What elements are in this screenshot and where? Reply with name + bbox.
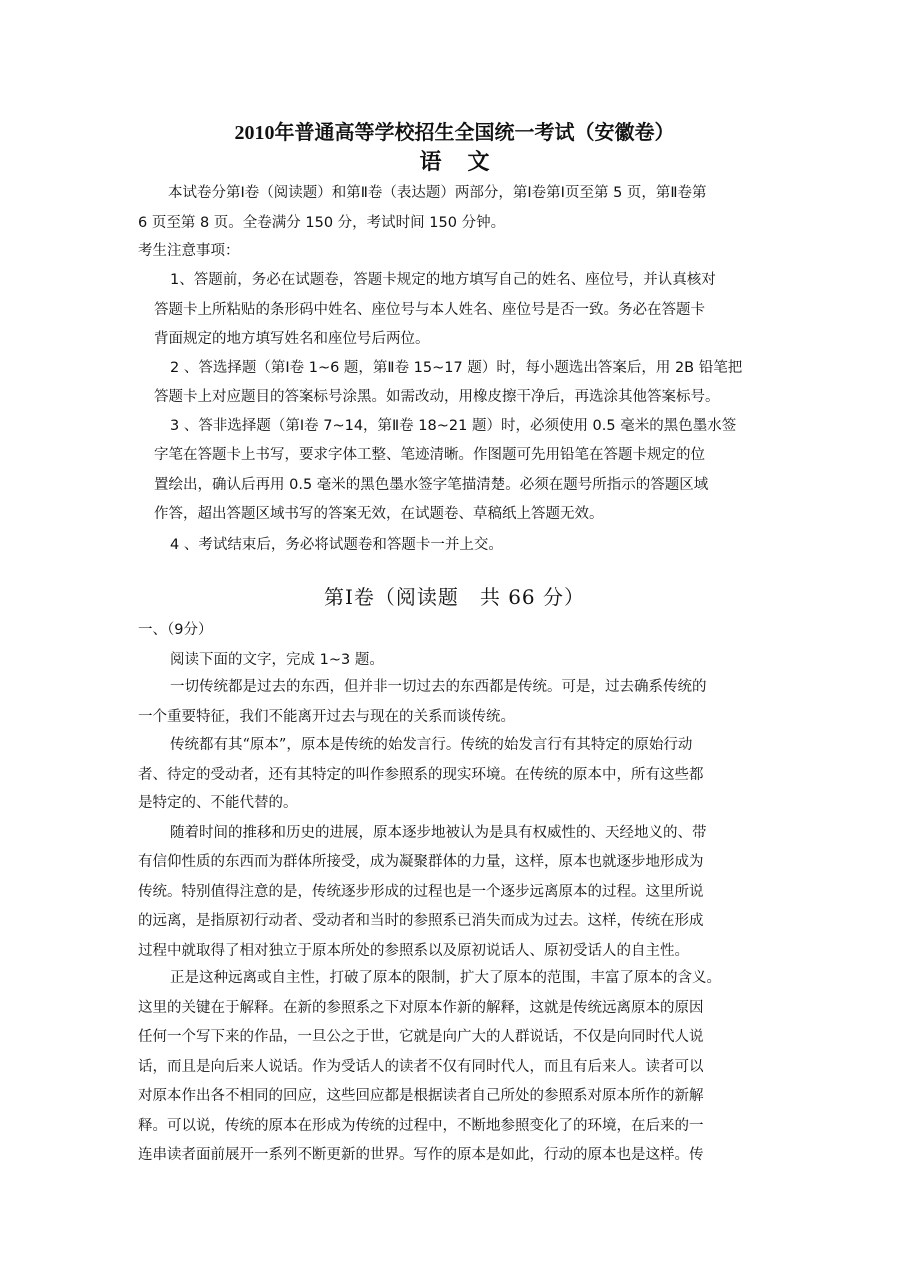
- passage-line: 任何一个写下来的作品，一旦公之于世，它就是向广大的人群说话，不仅是向同时代人说: [138, 1029, 704, 1045]
- part-label: 一、（9分）: [138, 622, 213, 638]
- notice-line: 答题卡上所粘贴的条形码中姓名、座位号与本人姓名、座位号是否一致。务必在答题卡: [154, 302, 705, 318]
- passage-line: 是特定的、不能代替的。: [138, 795, 298, 811]
- passage-line: 这里的关键在于解释。在新的参照系之下对原本作新的解释，这就是传统远离原本的原因: [138, 1000, 704, 1016]
- passage-line: 者、待定的受动者，还有其特定的叫作参照系的现实环境。在传统的原本中，所有这些都: [138, 767, 704, 783]
- passage-line: 一切传统都是过去的东西，但并非一切过去的东西都是传统。可是，过去确系传统的: [170, 679, 707, 695]
- notice-line: 字笔在答题卡上书写，要求字体工整、笔迹清晰。作图题可先用铅笔在答题卡规定的位: [154, 447, 705, 463]
- notice-line: 1、答题前，务必在试题卷，答题卡规定的地方填写自己的姓名、座位号，并认真核对: [170, 272, 716, 288]
- exam-title: 2010年普通高等学校招生全国统一考试（安徽卷）: [234, 122, 675, 144]
- passage-line: 话，而且是向后来人说话。作为受话人的读者不仅有同时代人，而且有后来人。读者可以: [138, 1059, 704, 1075]
- notice-heading: 考生注意事项：: [138, 243, 240, 259]
- passage-line: 有信仰性质的东西而为群体所接受，成为凝聚群体的力量，这样，原本也就逐步地形成为: [138, 854, 704, 870]
- notice-line: 作答，超出答题区域书写的答案无效，在试题卷、草稿纸上答题无效。: [154, 506, 604, 522]
- passage-line: 的远离，是指原初行动者、受动者和当时的参照系已消失而成为过去。这样，传统在形成: [138, 913, 704, 929]
- subject-title: 语文: [419, 149, 516, 174]
- notice-line: 背面规定的地方填写姓名和座位号后两位。: [154, 331, 430, 347]
- passage-line: 传统。特别值得注意的是，传统逐步形成的过程也是一个逐步远离原本的过程。这里所说: [138, 884, 704, 900]
- intro-line: 本试卷分第Ⅰ卷（阅读题）和第Ⅱ卷（表达题）两部分，第Ⅰ卷第Ⅰ页至第 5 页，第Ⅱ卷第: [168, 185, 707, 201]
- notice-line: 答题卡上对应题目的答案标号涂黑。如需改动，用橡皮擦干净后，再选涂其他答案标号。: [154, 389, 720, 405]
- notice-line: 置绘出，确认后再用 0.5 毫米的黑色墨水签字笔描清楚。必须在题号所指示的答题区域: [154, 477, 709, 493]
- passage-line: 过程中就取得了相对独立于原本所处的参照系以及原初说话人、原初受话人的自主性。: [138, 943, 689, 959]
- passage-line: 对原本作出各不相同的回应，这些回应都是根据读者自己所处的参照系对原本所作的新解: [138, 1088, 704, 1104]
- passage-line: 连串读者面前展开一系列不断更新的世界。写作的原本是如此，行动的原本也是这样。传: [138, 1147, 704, 1163]
- notice-line: 2 、答选择题（第Ⅰ卷 1~6 题，第Ⅱ卷 15~17 题）时，每小题选出答案后，用 2B 铅笔把: [170, 360, 743, 376]
- section-heading: 第Ⅰ卷（阅读题 共 66 分）: [323, 585, 586, 609]
- passage-line: 正是这种远离或自主性，打破了原本的限制，扩大了原本的范围，丰富了原本的含义。: [170, 970, 721, 986]
- passage-line: 释。可以说，传统的原本在形成为传统的过程中，不断地参照变化了的环境，在后来的一: [138, 1118, 704, 1134]
- notice-line: 4 、考试结束后，务必将试题卷和答题卡一并上交。: [170, 537, 503, 553]
- intro-line: 6 页至第 8 页。全卷满分 150 分，考试时间 150 分钟。: [138, 215, 506, 231]
- notice-line: 3 、答非选择题（第Ⅰ卷 7~14，第Ⅱ卷 18~21 题）时，必须使用 0.5 毫米的黑色墨水签: [170, 418, 737, 434]
- passage-line: 传统都有其“原本”，原本是传统的始发言行。传统的始发言行有其特定的原始行动: [170, 737, 693, 753]
- passage-line: 一个重要特征，我们不能离开过去与现在的关系而谈传统。: [138, 709, 515, 725]
- passage-line: 随着时间的推移和历史的进展，原本逐步地被认为是具有权威性的、天经地义的、带: [170, 825, 707, 841]
- reading-instruction: 阅读下面的文字，完成 1~3 题。: [170, 652, 384, 668]
